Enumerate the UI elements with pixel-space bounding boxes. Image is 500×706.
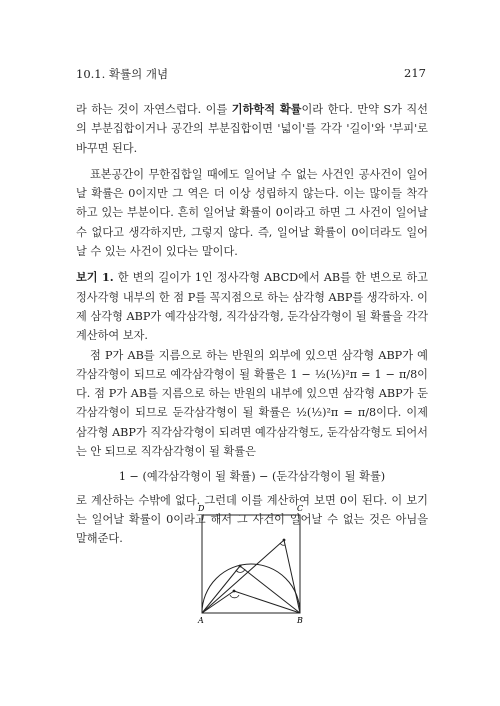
angle-markers: [230, 543, 285, 598]
paragraph-text: 이라 한다. 만약 S가 직선의 부분집합이거나 공간의 부분집합이면 '넓이'를 각각 '길이'와 '부피'로 바꾸면 된다.: [76, 103, 428, 155]
bold-term: 기하학적 확률: [231, 102, 302, 116]
paragraph-text: 라 하는 것이 자연스럽다. 이를: [76, 103, 232, 116]
point-p-obtuse: [233, 590, 236, 593]
example-label: 보기 1.: [76, 270, 114, 285]
body-text: [76, 100, 428, 549]
semicircle-on-ab: [202, 564, 300, 613]
label-d: D: [198, 504, 205, 513]
paragraph-empty-event: 표본공간이 무한집합일 때에도 일어날 수 없는 사건인 공사건이 일어날 확률은 0이지만 그 역은 더 이상 성립하지 않는다. 이는 많이들 착각하고 있는 부분이다. 흔히 일어날 확률이 0이라고 하면 그 사건이 일어날 수 없다고 생각하지만, 그렇지 않다. 즉, 일어날 확률이 0이더라도 일어날 수 있는 사건이 있다는 말이다.: [76, 167, 428, 259]
paragraph-conclusion: 로 계산하는 수밖에 없다. 그런데 이를 계산하여 보면 0이 된다. 이 보기는 일어날 확률이 0이라고 해서 그 사건이 일어날 수 없는 것은 아님을 말해준다.: [76, 493, 428, 546]
triangle-lines: [202, 540, 300, 613]
label-a: A: [198, 616, 204, 625]
label-b: B: [297, 616, 303, 625]
point-p-right: [239, 565, 242, 568]
label-c: C: [297, 504, 304, 513]
point-p-acute: [283, 539, 286, 542]
paragraph-geometric-probability: [76, 100, 428, 158]
running-header-section: 10.1. 확률의 개념: [76, 67, 169, 81]
page-number: 217: [404, 66, 426, 80]
example-1: [76, 268, 428, 345]
square-semicircle-figure: [196, 502, 312, 626]
formula-line: 1 − (예각삼각형이 될 확률) − (둔각삼각형이 될 확률): [118, 470, 386, 484]
example-text: 한 변의 길이가 1인 정사각형 ABCD에서 AB를 한 변으로 하고 정사각형 내부의 한 점 P를 꼭지점으로 하는 삼각형 ABP를 생각하자. 이제 삼각형 ABP가 예각삼각형, 직각삼각형, 둔각삼각형이 될 확률을 각각 계산하여 보자.: [76, 271, 428, 343]
paragraph-solution: 점 P가 AB를 지름으로 하는 반원의 외부에 있으면 삼각형 ABP가 예각삼각형이 되므로 예각삼각형이 될 확률은 1 − ½(½)²π = 1 − π/8이다. 점 P가 AB를 지름으로 하는 반원의 내부에 있으면 삼각형 ABP가 둔각삼각형이 되므로 둔각삼각형이 될 확률은 ½(½)²π = π/8이다. 이제 삼각형 ABP가 직각삼각형이 되려면 예각삼각형도, 둔각삼각형도 되어서는 안 되므로 직각삼각형이 될 확률은: [76, 348, 428, 459]
